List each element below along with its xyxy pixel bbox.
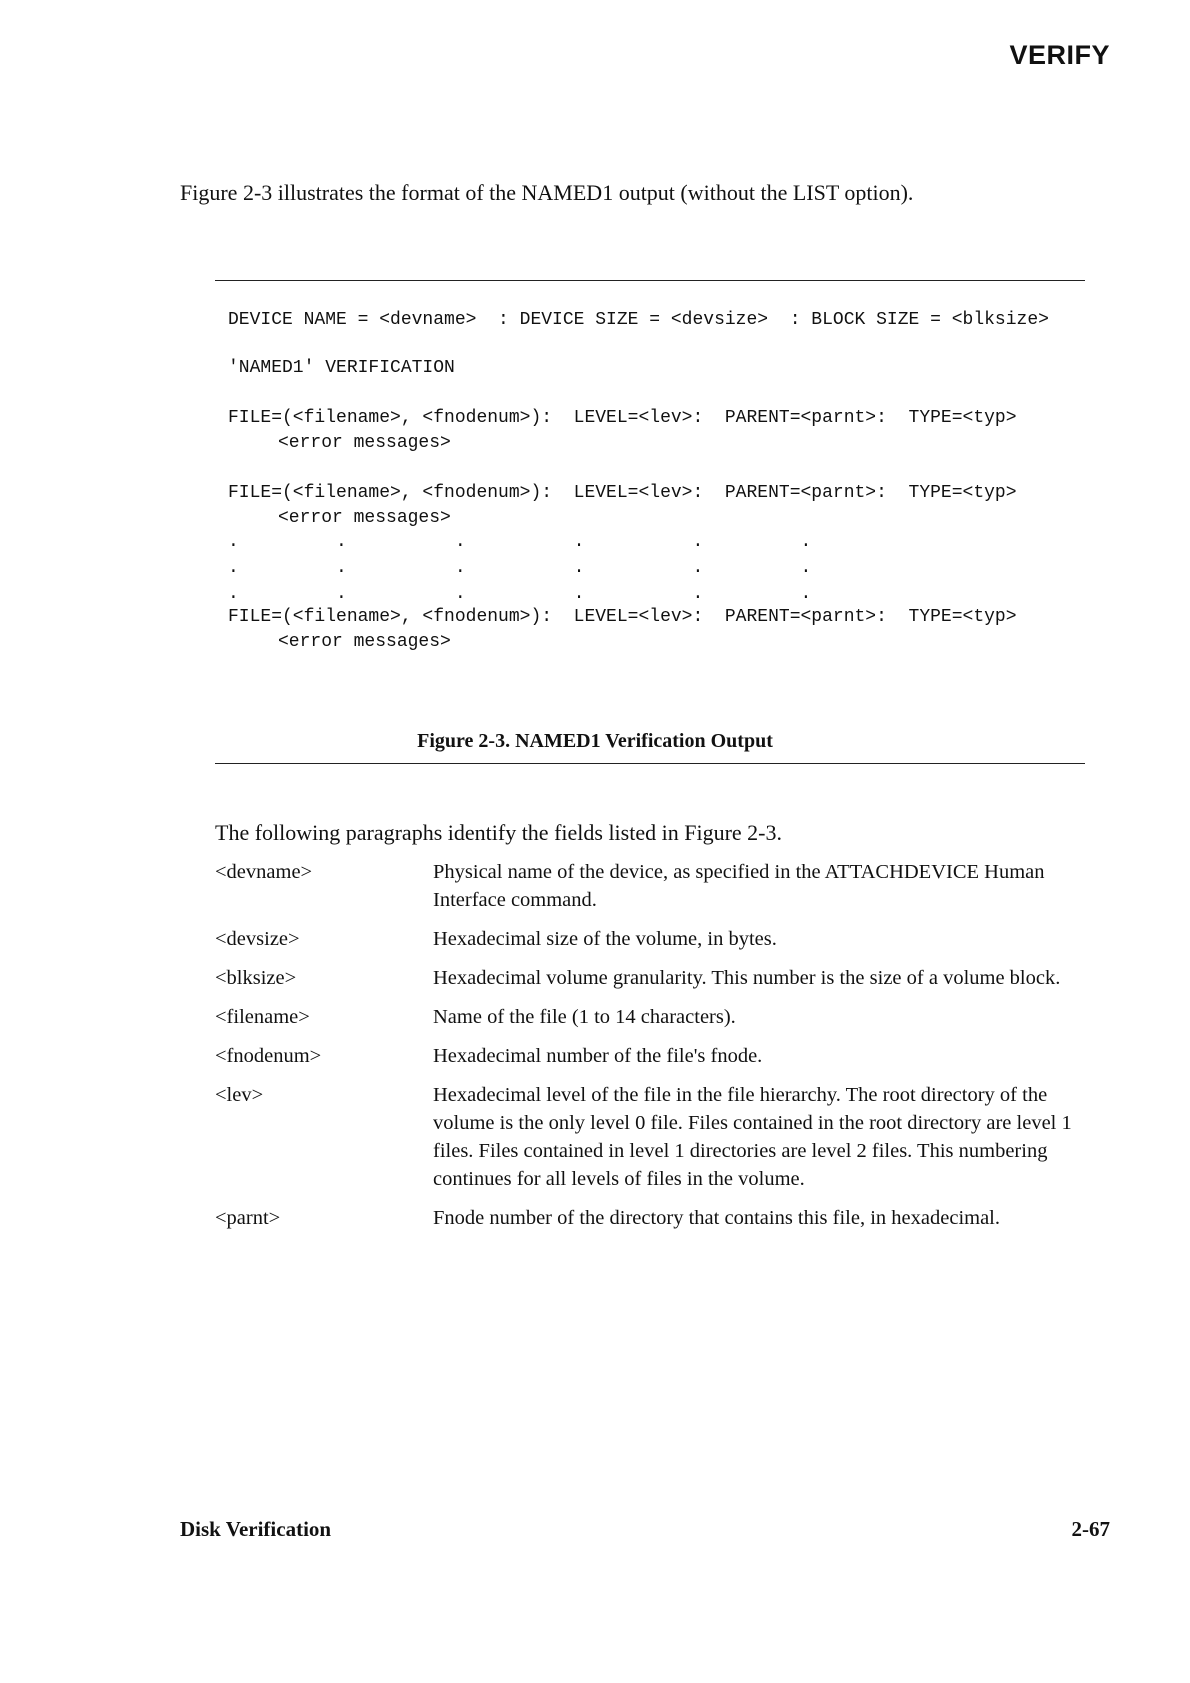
figure-top-rule — [215, 280, 1085, 281]
definition-description: Hexadecimal size of the volume, in bytes. — [433, 928, 777, 950]
field-definition-list — [215, 858, 1115, 1243]
definition-description: Name of the file (1 to 14 characters). — [433, 1006, 736, 1028]
ellipsis-dots-row: . . . . . . — [228, 558, 812, 578]
error-messages-line: <error messages> — [278, 433, 451, 453]
definition-term: <lev> — [215, 1084, 264, 1106]
intro-paragraph: Figure 2-3 illustrates the format of the NAMED1 output (without the LIST option). — [180, 180, 914, 205]
file-entry-line: FILE=(<filename>, <fnodenum>): LEVEL=<lev>: PARENT=<parnt>: TYPE=<typ> — [228, 607, 1017, 627]
ellipsis-dots-row: . . . . . . — [228, 584, 812, 604]
definition-row — [215, 1204, 1115, 1232]
definition-row — [215, 1042, 1115, 1070]
page-header-title: VERIFY — [1009, 40, 1110, 70]
definition-description: Hexadecimal number of the file's fnode. — [433, 1045, 763, 1067]
definition-description: Fnode number of the directory that contains this file, in hexadecimal. — [433, 1207, 1001, 1229]
footer-section-title: Disk Verification — [180, 1517, 332, 1541]
definition-term: <devsize> — [215, 928, 300, 950]
definition-row — [215, 858, 1115, 914]
figure-caption: Figure 2-3. NAMED1 Verification Output — [417, 730, 773, 752]
named1-verification-line: 'NAMED1' VERIFICATION — [228, 358, 455, 378]
definition-term: <parnt> — [215, 1207, 281, 1229]
definition-row — [215, 964, 1115, 992]
device-line: DEVICE NAME = <devname> : DEVICE SIZE = <devsize> : BLOCK SIZE = <blksize> — [228, 310, 1049, 330]
error-messages-line: <error messages> — [278, 632, 451, 652]
definition-term: <devname> — [215, 861, 313, 883]
definition-description: Physical name of the device, as specified in the ATTACHDEVICE Human Interface command. — [433, 861, 1045, 911]
error-messages-line: <error messages> — [278, 508, 451, 528]
fields-intro-paragraph: The following paragraphs identify the fields listed in Figure 2-3. — [215, 820, 782, 845]
definition-row — [215, 925, 1115, 953]
definition-row — [215, 1081, 1115, 1193]
definition-description: Hexadecimal volume granularity. This number is the size of a volume block. — [433, 967, 1061, 989]
ellipsis-dots-row: . . . . . . — [228, 532, 812, 552]
file-entry-line: FILE=(<filename>, <fnodenum>): LEVEL=<lev>: PARENT=<parnt>: TYPE=<typ> — [228, 483, 1017, 503]
definition-row — [215, 1003, 1115, 1031]
page-number: 2-67 — [1071, 1517, 1110, 1541]
definition-term: <blksize> — [215, 967, 297, 989]
definition-term: <filename> — [215, 1006, 310, 1028]
definition-term: <fnodenum> — [215, 1045, 322, 1067]
file-entry-line: FILE=(<filename>, <fnodenum>): LEVEL=<lev>: PARENT=<parnt>: TYPE=<typ> — [228, 408, 1017, 428]
definition-description: Hexadecimal level of the file in the file hierarchy. The root directory of the volume is the only level 0 file. Files contained in the root directory are level 1 files. Files contained in level 1 directories are level 2 files. This numbering continues for all levels of files in the volume. — [433, 1084, 1072, 1190]
figure-bottom-rule — [215, 763, 1085, 764]
